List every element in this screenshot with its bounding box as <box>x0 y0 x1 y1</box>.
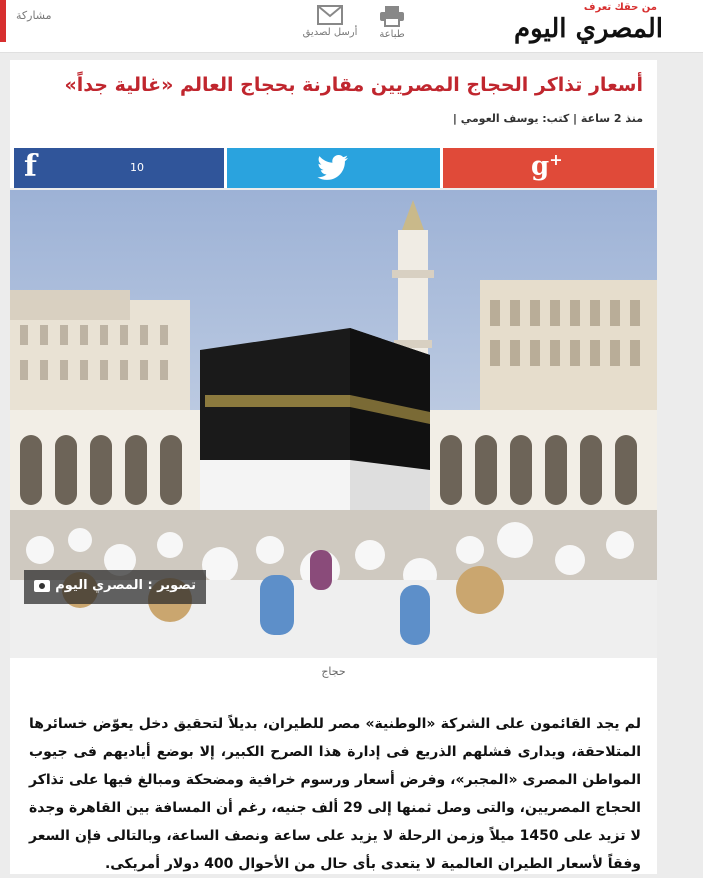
facebook-share-button[interactable] <box>14 148 224 188</box>
site-logo[interactable] <box>453 4 663 48</box>
send-to-friend-button[interactable] <box>300 5 360 38</box>
logo-text: المصري اليوم <box>514 14 663 44</box>
article-headline: أسعار تذاكر الحجاج المصريين مقارنة بحجاج العالم «غالية جداً» <box>64 74 643 96</box>
share-tab[interactable] <box>0 0 78 42</box>
share-tab-label: مشاركة <box>16 9 52 22</box>
twitter-icon <box>317 154 349 182</box>
article-body <box>10 688 657 874</box>
envelope-icon <box>317 5 343 25</box>
send-to-friend-label: أرسل لصديق <box>302 27 358 38</box>
google-plus-icon: g+ <box>531 150 563 182</box>
facebook-share-count: 10 <box>130 161 144 174</box>
facebook-icon: f <box>24 149 37 184</box>
logo-tagline: من حقك تعرف <box>583 2 657 13</box>
article-paragraph: لم يجد القائمون على الشركة «الوطنية» مصر للطيران، بديلاً لتحقيق دخل يعوّض خسائرها المتلاحقة، ويدارى فشلهم الذريع فى إدارة هذا الصرح الكبير، إلا بوضع أياديهم فى جيوب المواطن المصرى «المجبر»، وفرض أسعار ورسوم خرافية ومضحكة ومبالغ فيها على تذاكر الحجاج المصريين، والتى وصل ثمنها إلى 29 ألف جنيه، رغم أن المسافة بين القاهرة وجدة لا تزيد على 1450 ميلاً وزمن الرحلة لا يزيد على ساعة ونصف الساعة، وبالتالى فإن السعر وفقاً لأسعار الطيران العالمية لا يتعدى بأى حال من الأحوال 400 دولار أمريكى. <box>29 716 641 872</box>
google-plus-share-button[interactable] <box>443 148 654 188</box>
photo-credit-text: تصوير : المصري اليوم <box>55 578 196 593</box>
camera-icon <box>34 580 50 592</box>
article-meta: منذ 2 ساعة | كتب: يوسف العومي | <box>452 112 643 125</box>
article-photo <box>10 190 657 658</box>
top-toolbar <box>0 0 703 53</box>
share-buttons <box>14 148 654 188</box>
photo-credit <box>24 570 206 604</box>
print-button[interactable] <box>368 5 416 40</box>
twitter-share-button[interactable] <box>227 148 440 188</box>
photo-caption: حجاج <box>10 658 657 688</box>
print-label: طباعة <box>379 29 405 40</box>
printer-icon <box>379 5 405 27</box>
